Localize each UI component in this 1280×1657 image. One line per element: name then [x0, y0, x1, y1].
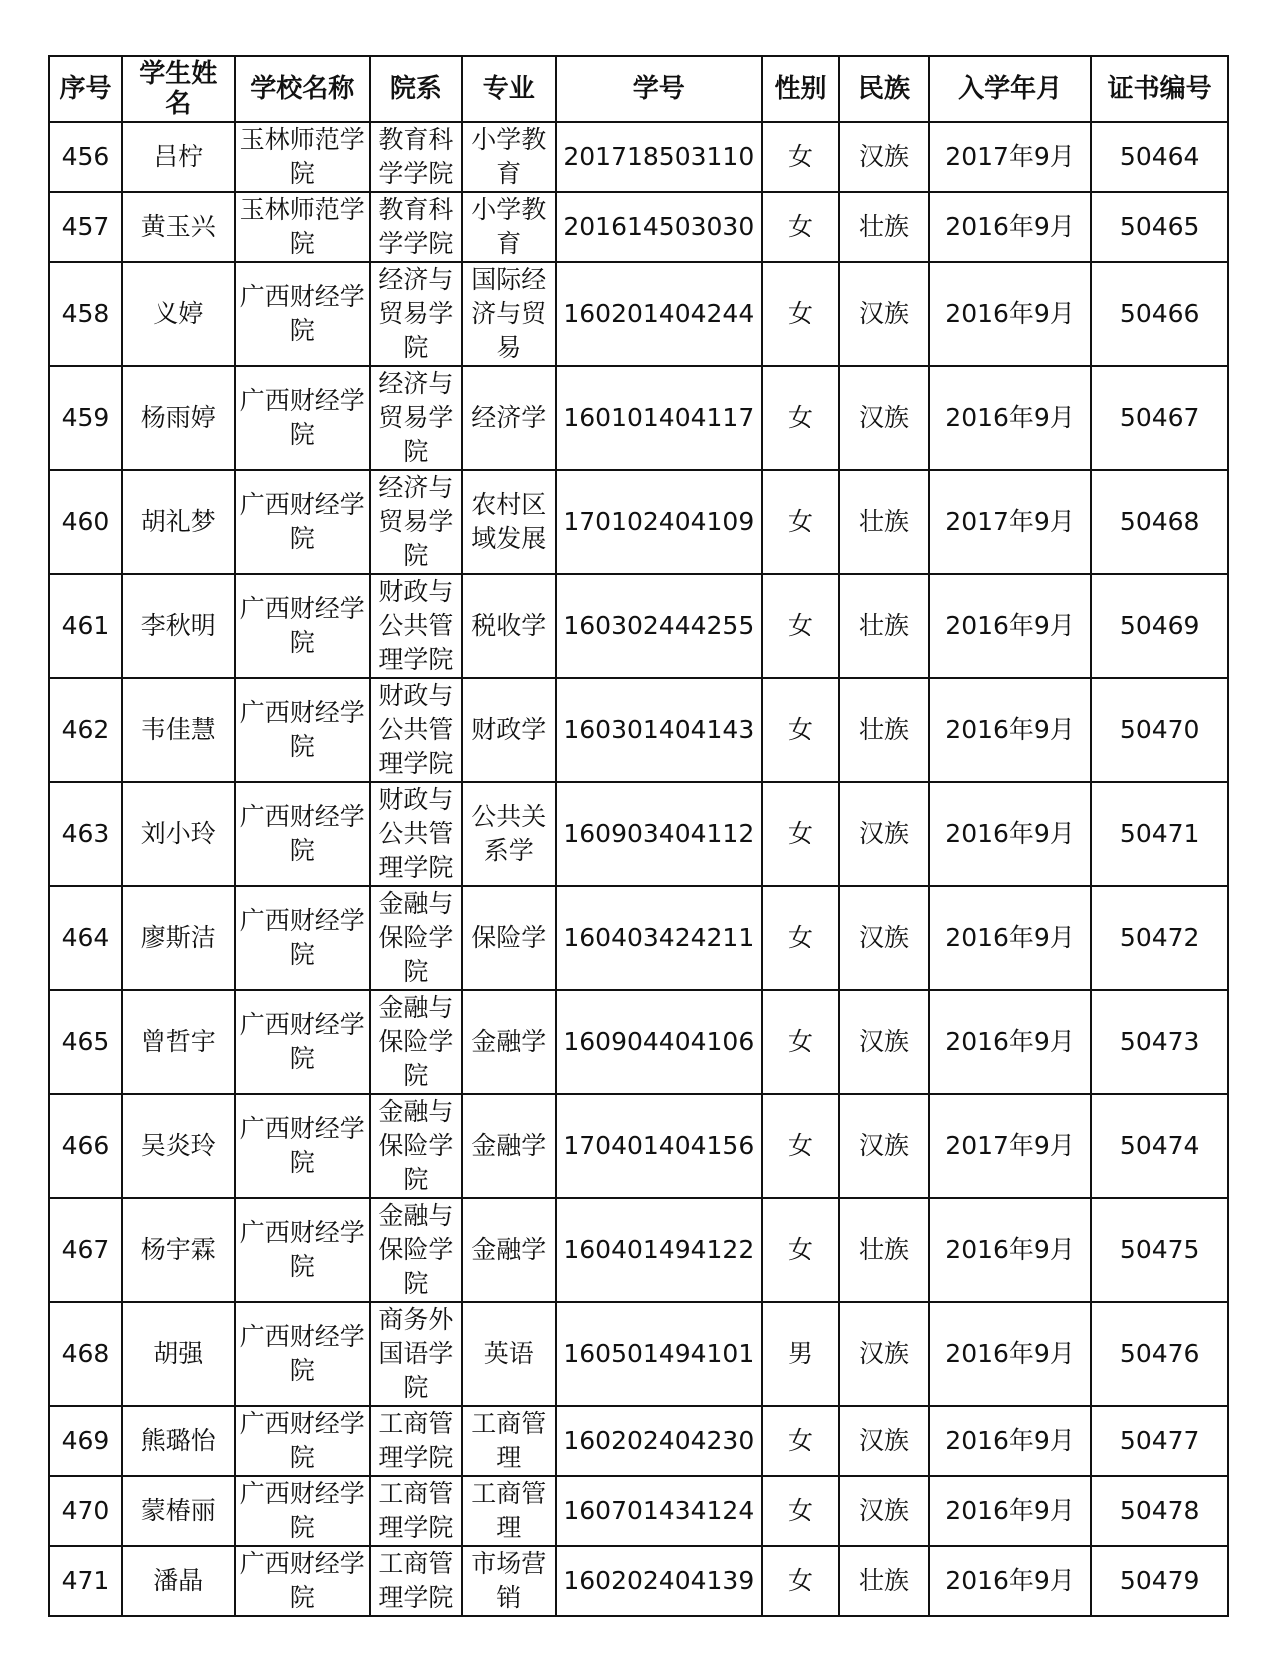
- ethnicity-cell: 汉族: [839, 1406, 929, 1476]
- enrollment-cell: 2016年9月: [929, 574, 1092, 678]
- table-row: [49, 1302, 1228, 1406]
- major-cell: 税收学: [462, 574, 556, 678]
- ethnicity-cell: 壮族: [839, 574, 929, 678]
- school-cell: 广西财经学院: [235, 886, 371, 990]
- seq-cell: 459: [49, 366, 122, 470]
- gender-cell: 女: [762, 262, 839, 366]
- gender-cell: 女: [762, 886, 839, 990]
- gender-cell: 男: [762, 1302, 839, 1406]
- seq-cell: 466: [49, 1094, 122, 1198]
- department-cell: 金融与保险学院: [370, 990, 462, 1094]
- seq-cell: 460: [49, 470, 122, 574]
- student-id-cell: 160904404106: [556, 990, 762, 1094]
- seq-cell: 465: [49, 990, 122, 1094]
- certificate-cell: 50468: [1091, 470, 1228, 574]
- major-cell: 金融学: [462, 1094, 556, 1198]
- table-row: [49, 782, 1228, 886]
- ethnicity-cell: 汉族: [839, 782, 929, 886]
- gender-cell: 女: [762, 122, 839, 192]
- name-cell: 义婷: [122, 262, 235, 366]
- major-cell: 工商管理: [462, 1406, 556, 1476]
- gender-cell: 女: [762, 782, 839, 886]
- ethnicity-cell: 壮族: [839, 1546, 929, 1616]
- department-cell: 教育科学学院: [370, 192, 462, 262]
- department-cell: 工商管理学院: [370, 1406, 462, 1476]
- table-row: [49, 1094, 1228, 1198]
- name-cell: 胡强: [122, 1302, 235, 1406]
- department-cell: 工商管理学院: [370, 1546, 462, 1616]
- certificate-cell: 50464: [1091, 122, 1228, 192]
- name-cell: 吴炎玲: [122, 1094, 235, 1198]
- ethnicity-cell: 壮族: [839, 1198, 929, 1302]
- major-cell: 工商管理: [462, 1476, 556, 1546]
- ethnicity-cell: 汉族: [839, 122, 929, 192]
- seq-cell: 458: [49, 262, 122, 366]
- enrollment-cell: 2017年9月: [929, 470, 1092, 574]
- department-cell: 金融与保险学院: [370, 1094, 462, 1198]
- name-cell: 韦佳慧: [122, 678, 235, 782]
- major-cell: 金融学: [462, 1198, 556, 1302]
- seq-cell: 467: [49, 1198, 122, 1302]
- student-id-cell: 160202404230: [556, 1406, 762, 1476]
- gender-cell: 女: [762, 574, 839, 678]
- table-row: [49, 886, 1228, 990]
- ethnicity-cell: 汉族: [839, 262, 929, 366]
- enrollment-cell: 2016年9月: [929, 192, 1092, 262]
- header-cell: 学号: [556, 56, 762, 122]
- seq-cell: 461: [49, 574, 122, 678]
- department-cell: 金融与保险学院: [370, 1198, 462, 1302]
- major-cell: 英语: [462, 1302, 556, 1406]
- student-roster-table: [48, 55, 1229, 1617]
- school-cell: 广西财经学院: [235, 366, 371, 470]
- ethnicity-cell: 汉族: [839, 990, 929, 1094]
- table-row: [49, 470, 1228, 574]
- certificate-cell: 50465: [1091, 192, 1228, 262]
- gender-cell: 女: [762, 990, 839, 1094]
- major-cell: 金融学: [462, 990, 556, 1094]
- department-cell: 财政与公共管理学院: [370, 782, 462, 886]
- table-body: [49, 122, 1228, 1616]
- seq-cell: 468: [49, 1302, 122, 1406]
- department-cell: 金融与保险学院: [370, 886, 462, 990]
- department-cell: 财政与公共管理学院: [370, 678, 462, 782]
- school-cell: 玉林师范学院: [235, 122, 371, 192]
- header-cell: 学生姓名: [122, 56, 235, 122]
- gender-cell: 女: [762, 1546, 839, 1616]
- name-cell: 廖斯洁: [122, 886, 235, 990]
- certificate-cell: 50466: [1091, 262, 1228, 366]
- ethnicity-cell: 壮族: [839, 192, 929, 262]
- department-cell: 经济与贸易学院: [370, 262, 462, 366]
- school-cell: 广西财经学院: [235, 1546, 371, 1616]
- header-cell: 入学年月: [929, 56, 1092, 122]
- header-cell: 学校名称: [235, 56, 371, 122]
- seq-cell: 463: [49, 782, 122, 886]
- certificate-cell: 50479: [1091, 1546, 1228, 1616]
- student-id-cell: 160403424211: [556, 886, 762, 990]
- table-row: [49, 1476, 1228, 1546]
- certificate-cell: 50470: [1091, 678, 1228, 782]
- name-cell: 蒙椿丽: [122, 1476, 235, 1546]
- certificate-cell: 50471: [1091, 782, 1228, 886]
- enrollment-cell: 2017年9月: [929, 122, 1092, 192]
- major-cell: 小学教育: [462, 192, 556, 262]
- school-cell: 广西财经学院: [235, 990, 371, 1094]
- seq-cell: 471: [49, 1546, 122, 1616]
- table-row: [49, 678, 1228, 782]
- enrollment-cell: 2016年9月: [929, 1198, 1092, 1302]
- student-id-cell: 160501494101: [556, 1302, 762, 1406]
- name-cell: 杨雨婷: [122, 366, 235, 470]
- name-cell: 吕柠: [122, 122, 235, 192]
- name-cell: 潘晶: [122, 1546, 235, 1616]
- table-row: [49, 122, 1228, 192]
- name-cell: 李秋明: [122, 574, 235, 678]
- enrollment-cell: 2016年9月: [929, 366, 1092, 470]
- header-cell: 序号: [49, 56, 122, 122]
- school-cell: 广西财经学院: [235, 1198, 371, 1302]
- school-cell: 广西财经学院: [235, 1476, 371, 1546]
- enrollment-cell: 2016年9月: [929, 1476, 1092, 1546]
- student-id-cell: 201614503030: [556, 192, 762, 262]
- major-cell: 经济学: [462, 366, 556, 470]
- table-row: [49, 1198, 1228, 1302]
- school-cell: 广西财经学院: [235, 678, 371, 782]
- table-row: [49, 990, 1228, 1094]
- certificate-cell: 50474: [1091, 1094, 1228, 1198]
- seq-cell: 470: [49, 1476, 122, 1546]
- certificate-cell: 50478: [1091, 1476, 1228, 1546]
- department-cell: 商务外国语学院: [370, 1302, 462, 1406]
- enrollment-cell: 2016年9月: [929, 678, 1092, 782]
- school-cell: 广西财经学院: [235, 470, 371, 574]
- department-cell: 经济与贸易学院: [370, 366, 462, 470]
- ethnicity-cell: 汉族: [839, 1302, 929, 1406]
- enrollment-cell: 2016年9月: [929, 262, 1092, 366]
- table-row: [49, 1406, 1228, 1476]
- enrollment-cell: 2016年9月: [929, 1546, 1092, 1616]
- school-cell: 广西财经学院: [235, 1302, 371, 1406]
- enrollment-cell: 2016年9月: [929, 1406, 1092, 1476]
- seq-cell: 462: [49, 678, 122, 782]
- certificate-cell: 50467: [1091, 366, 1228, 470]
- name-cell: 熊璐怡: [122, 1406, 235, 1476]
- table-row: [49, 574, 1228, 678]
- department-cell: 经济与贸易学院: [370, 470, 462, 574]
- major-cell: 财政学: [462, 678, 556, 782]
- certificate-cell: 50473: [1091, 990, 1228, 1094]
- major-cell: 保险学: [462, 886, 556, 990]
- gender-cell: 女: [762, 1094, 839, 1198]
- ethnicity-cell: 壮族: [839, 470, 929, 574]
- department-cell: 工商管理学院: [370, 1476, 462, 1546]
- school-cell: 广西财经学院: [235, 1094, 371, 1198]
- gender-cell: 女: [762, 1198, 839, 1302]
- table-row: [49, 366, 1228, 470]
- school-cell: 广西财经学院: [235, 1406, 371, 1476]
- student-id-cell: 170102404109: [556, 470, 762, 574]
- student-id-cell: 201718503110: [556, 122, 762, 192]
- school-cell: 广西财经学院: [235, 782, 371, 886]
- student-id-cell: 160302444255: [556, 574, 762, 678]
- student-id-cell: 160202404139: [556, 1546, 762, 1616]
- seq-cell: 464: [49, 886, 122, 990]
- student-id-cell: 160903404112: [556, 782, 762, 886]
- major-cell: 市场营销: [462, 1546, 556, 1616]
- certificate-cell: 50477: [1091, 1406, 1228, 1476]
- ethnicity-cell: 汉族: [839, 1094, 929, 1198]
- major-cell: 国际经济与贸易: [462, 262, 556, 366]
- header-cell: 院系: [370, 56, 462, 122]
- name-cell: 黄玉兴: [122, 192, 235, 262]
- name-cell: 刘小玲: [122, 782, 235, 886]
- header-row: [49, 56, 1228, 122]
- school-cell: 广西财经学院: [235, 262, 371, 366]
- department-cell: 财政与公共管理学院: [370, 574, 462, 678]
- gender-cell: 女: [762, 192, 839, 262]
- table-row: [49, 192, 1228, 262]
- major-cell: 小学教育: [462, 122, 556, 192]
- name-cell: 曾哲宇: [122, 990, 235, 1094]
- department-cell: 教育科学学院: [370, 122, 462, 192]
- student-id-cell: 170401404156: [556, 1094, 762, 1198]
- header-cell: 专业: [462, 56, 556, 122]
- seq-cell: 457: [49, 192, 122, 262]
- gender-cell: 女: [762, 1406, 839, 1476]
- enrollment-cell: 2016年9月: [929, 886, 1092, 990]
- school-cell: 玉林师范学院: [235, 192, 371, 262]
- major-cell: 农村区域发展: [462, 470, 556, 574]
- seq-cell: 469: [49, 1406, 122, 1476]
- enrollment-cell: 2016年9月: [929, 1302, 1092, 1406]
- certificate-cell: 50472: [1091, 886, 1228, 990]
- major-cell: 公共关系学: [462, 782, 556, 886]
- enrollment-cell: 2016年9月: [929, 990, 1092, 1094]
- student-id-cell: 160401494122: [556, 1198, 762, 1302]
- certificate-cell: 50475: [1091, 1198, 1228, 1302]
- ethnicity-cell: 汉族: [839, 366, 929, 470]
- student-id-cell: 160101404117: [556, 366, 762, 470]
- school-cell: 广西财经学院: [235, 574, 371, 678]
- gender-cell: 女: [762, 470, 839, 574]
- seq-cell: 456: [49, 122, 122, 192]
- header-cell: 证书编号: [1091, 56, 1228, 122]
- gender-cell: 女: [762, 678, 839, 782]
- name-cell: 胡礼梦: [122, 470, 235, 574]
- student-id-cell: 160701434124: [556, 1476, 762, 1546]
- gender-cell: 女: [762, 366, 839, 470]
- header-cell: 性别: [762, 56, 839, 122]
- ethnicity-cell: 壮族: [839, 678, 929, 782]
- name-cell: 杨宇霖: [122, 1198, 235, 1302]
- certificate-cell: 50476: [1091, 1302, 1228, 1406]
- student-id-cell: 160201404244: [556, 262, 762, 366]
- gender-cell: 女: [762, 1476, 839, 1546]
- enrollment-cell: 2016年9月: [929, 782, 1092, 886]
- enrollment-cell: 2017年9月: [929, 1094, 1092, 1198]
- table-row: [49, 1546, 1228, 1616]
- header-cell: 民族: [839, 56, 929, 122]
- ethnicity-cell: 汉族: [839, 1476, 929, 1546]
- student-id-cell: 160301404143: [556, 678, 762, 782]
- certificate-cell: 50469: [1091, 574, 1228, 678]
- table-row: [49, 262, 1228, 366]
- ethnicity-cell: 汉族: [839, 886, 929, 990]
